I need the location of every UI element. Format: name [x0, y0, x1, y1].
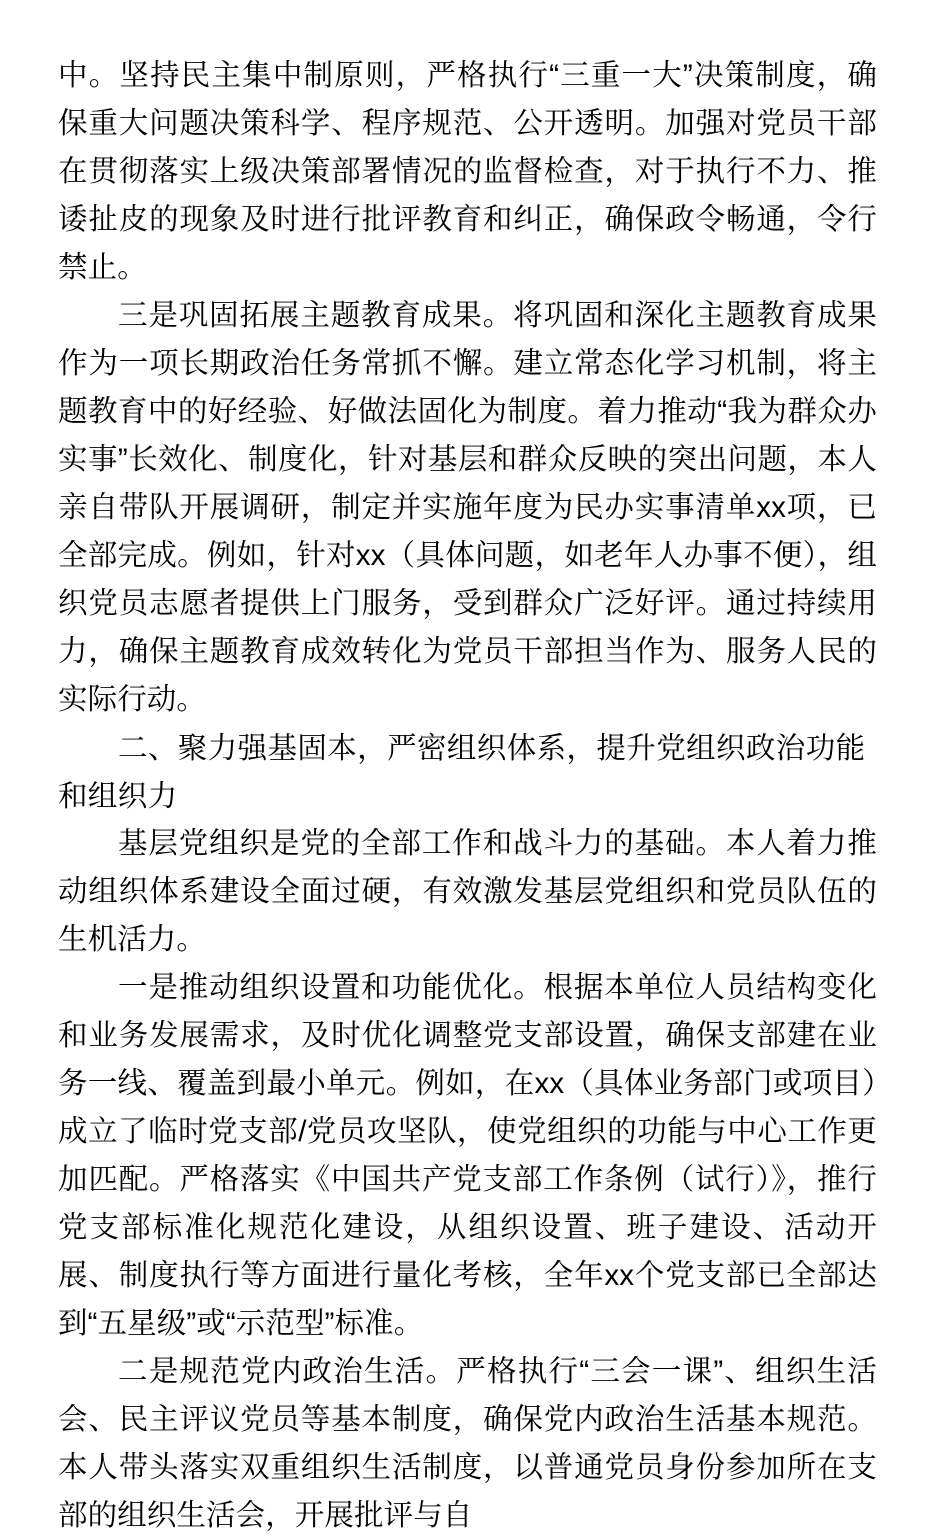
paragraph-grassroots-party-organization: 基层党组织是党的全部工作和战斗力的基础。本人着力推动组织体系建设全面过硬，有效激发基层党组织和党员队伍的生机活力。: [58, 827, 877, 956]
section-heading-two: 二、聚力强基固本，严密组织体系，提升党组织政治功能和组织力: [58, 731, 866, 813]
paragraph-consolidate-thematic-education: 三是巩固拓展主题教育成果。将巩固和深化主题教育成果作为一项长期政治任务常抓不懈。建立常态化学习机制，将主题教育中的好经验、好做法固化为制度。着力推动“我为群众办实事”长效化、制度化，针对基层和群众反映的突出问题，本人亲自带队开展调研，制定并实施年度为民办实事清单xx项，已全部完成。例如，针对xx（具体问题，如老年人办事不便），组织党员志愿者提供上门服务，受到群众广泛好评。通过持续用力，确保主题教育成效转化为党员干部担当作为、服务人民的实际行动。: [58, 299, 877, 716]
paragraph-inner-party-political-life: 二是规范党内政治生活。严格执行“三会一课”、组织生活会、民主评议党员等基本制度，确保党内政治生活基本规范。本人带头落实双重组织生活制度，以普通党员身份参加所在支部的组织生活会，开展批评与自: [58, 1355, 877, 1532]
paragraph-continuation-democratic-centralism: 中。坚持民主集中制原则，严格执行“三重一大”决策制度，确保重大问题决策科学、程序规范、公开透明。加强对党员干部在贯彻落实上级决策部署情况的监督检查，对于执行不力、推诿扯皮的现象及时进行批评教育和纠正，确保政令畅通，令行禁止。: [58, 59, 877, 284]
paragraph-organization-setup-optimization: 一是推动组织设置和功能优化。根据本单位人员结构变化和业务发展需求，及时优化调整党支部设置，确保支部建在业务一线、覆盖到最小单元。例如，在xx（具体业务部门或项目）成立了临时党支部/党员攻坚队，使党组织的功能与中心工作更加匹配。严格落实《中国共产党支部工作条例（试行）》，推行党支部标准化规范化建设，从组织设置、班子建设、活动开展、制度执行等方面进行量化考核，全年xx个党支部已全部达到“五星级”或“示范型”标准。: [58, 971, 877, 1340]
document-text-body: [58, 52, 877, 1540]
